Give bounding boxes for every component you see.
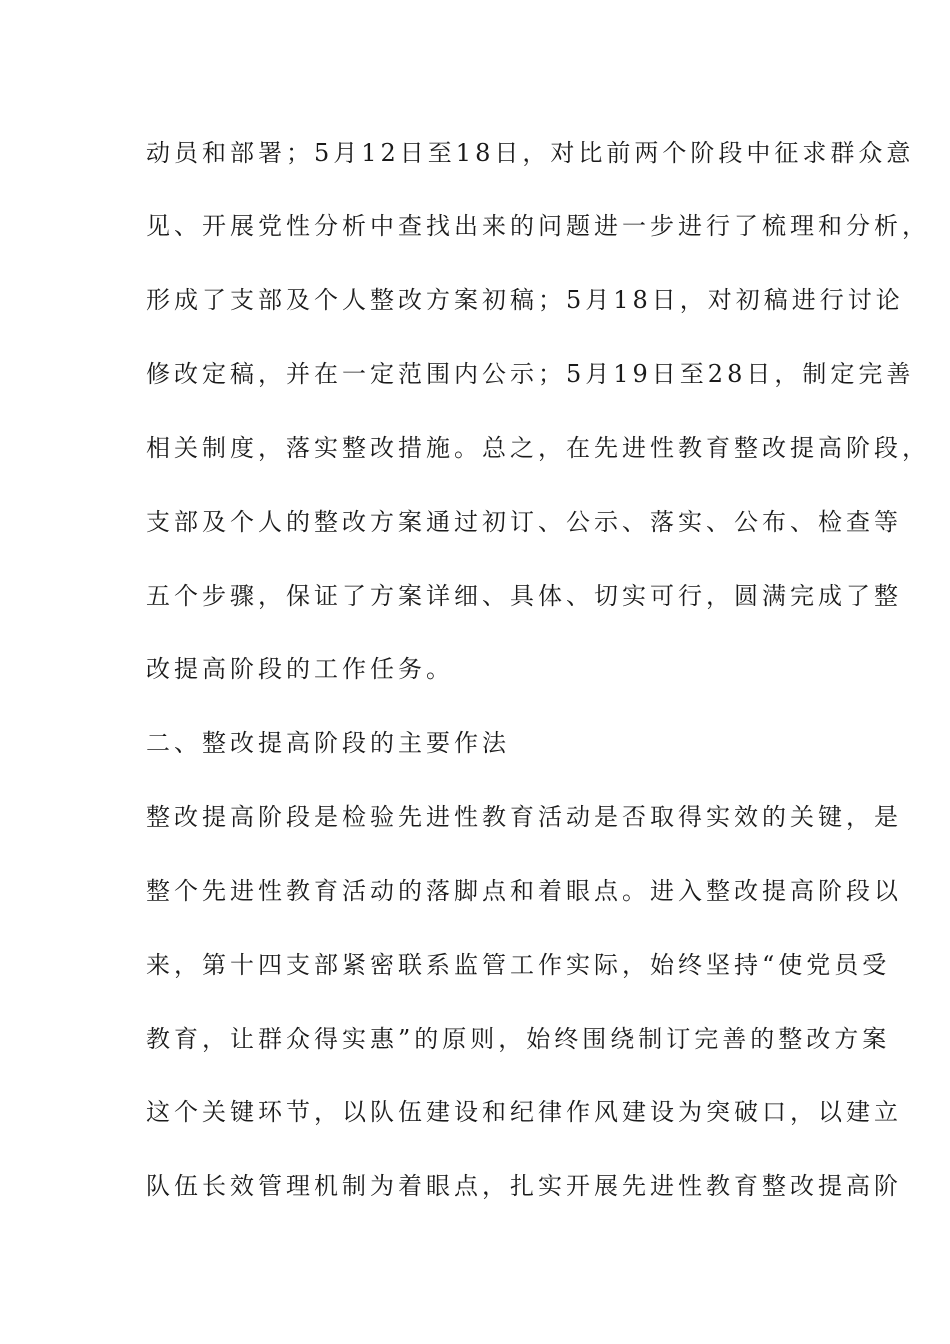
- paragraph-line: 改提高阶段的工作任务。: [146, 655, 454, 683]
- paragraph-line: 这个关键环节，以队伍建设和纪律作风建设为突破口，以建立: [146, 1098, 902, 1126]
- paragraph-line: 整个先进性教育活动的落脚点和着眼点。进入整改提高阶段以: [146, 877, 902, 905]
- paragraph-line: 见、开展党性分析中查找出来的问题进一步进行了梳理和分析，: [146, 212, 930, 240]
- paragraph-line: 相关制度，落实整改措施。总之，在先进性教育整改提高阶段，: [146, 434, 930, 462]
- section-heading: 二、整改提高阶段的主要作法: [146, 729, 510, 757]
- paragraph-line: 五个步骤，保证了方案详细、具体、切实可行，圆满完成了整: [146, 582, 902, 610]
- paragraph-line: 形成了支部及个人整改方案初稿；5月18日，对初稿进行讨论: [146, 286, 904, 314]
- paragraph-line: 动员和部署；5月12日至18日，对比前两个阶段中征求群众意: [146, 139, 915, 167]
- paragraph-line: 支部及个人的整改方案通过初订、公示、落实、公布、检查等: [146, 508, 902, 536]
- paragraph-line: 整改提高阶段是检验先进性教育活动是否取得实效的关键，是: [146, 803, 902, 831]
- paragraph-line: 教育，让群众得实惠”的原则，始终围绕制订完善的整改方案: [146, 1025, 891, 1053]
- paragraph-line: 修改定稿，并在一定范围内公示；5月19日至28日，制定完善: [146, 360, 915, 388]
- paragraph-line: 来，第十四支部紧密联系监管工作实际，始终坚持“使党员受: [146, 951, 891, 979]
- paragraph-line: 队伍长效管理机制为着眼点，扎实开展先进性教育整改提高阶: [146, 1172, 902, 1200]
